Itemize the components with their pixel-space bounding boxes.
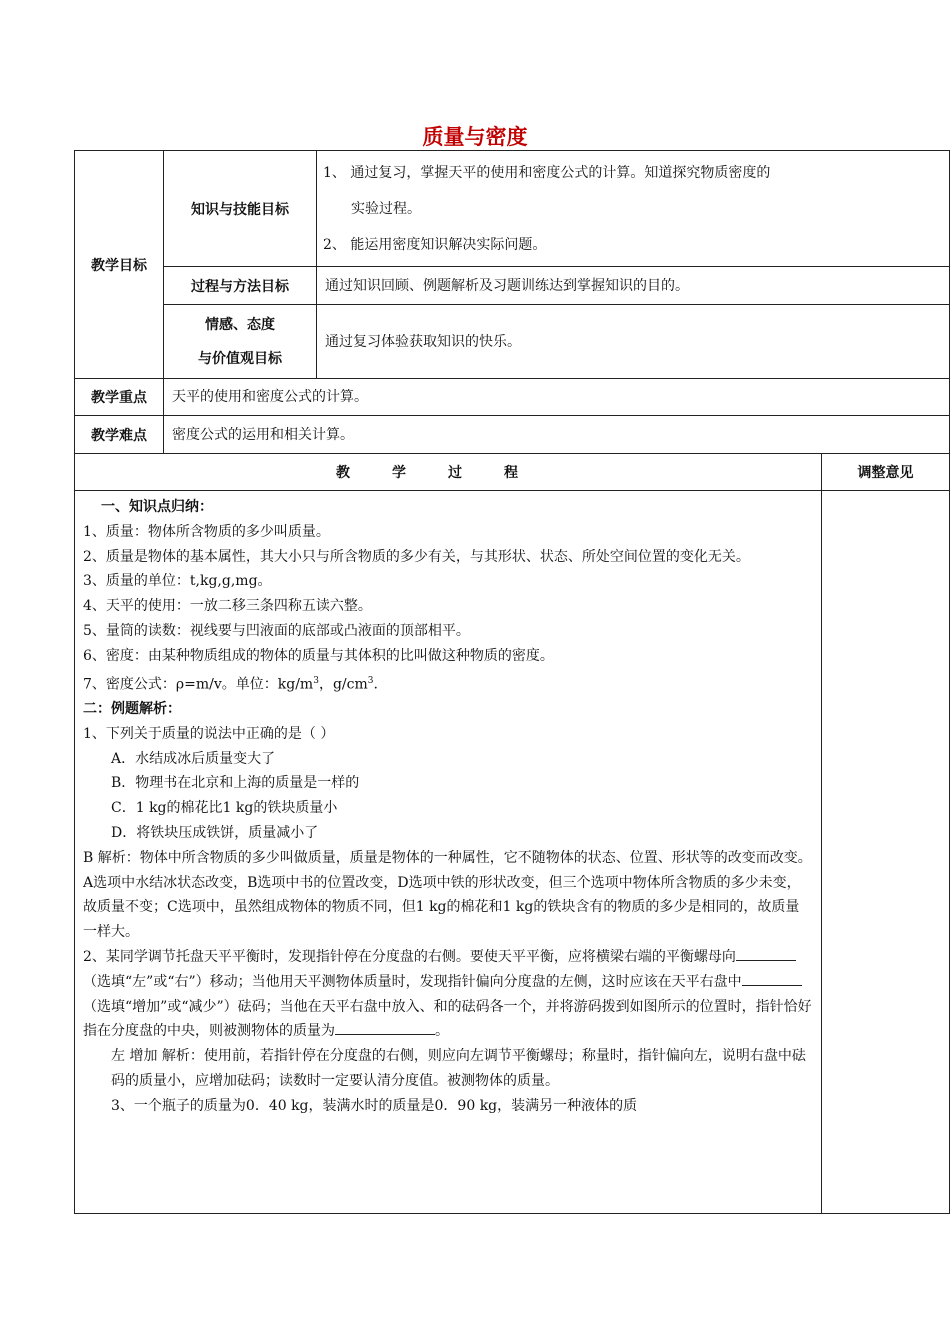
q2-blank-3 (335, 1020, 435, 1035)
unit-exponent-1: 3 (313, 675, 319, 686)
process-method-label: 过程与方法目标 (164, 267, 317, 305)
page-title: 质量与密度 (422, 125, 528, 149)
lesson-plan-table (74, 150, 950, 1214)
knowledge-point-2: 2、质量是物体的基本属性，其大小只与所含物质的多少有关，与其形状、状态、所处空间位置的变化无关。 (83, 548, 750, 565)
q1-answer: B 解析：物体中所含物质的多少叫做质量，质量是物体的一种属性，它不随物体的状态、位置、形状等的改变而改变。A选项中水结冰状态改变，B选项中书的位置改变，D选项中铁的形状改变，但三个选项中物体所含物质的多少未变，故质量不变；C选项中，虽然组成物体的物质不同，但1 kg的棉花和1 kg的铁块含有的物质的多少是相同的，故质量一样大。 (83, 849, 812, 941)
knowledge-point-5: 5、量筒的读数：视线要与凹液面的底部或凸液面的顶部相平。 (83, 622, 470, 639)
section1-heading: 一、知识点归纳： (101, 499, 213, 515)
q2-part1: 2、某同学调节托盘天平平衡时，发现指针停在分度盘的右侧。要使天平平衡，应将横梁右端的平衡螺母向 (83, 949, 736, 965)
q1-option-c: C．1 kg的棉花比1 kg的铁块质量小 (111, 800, 338, 817)
knowledge-point-6: 6、密度：由某种物质组成的物体的质量与其体积的比叫做这种物质的密度。 (83, 647, 554, 664)
unit-exponent-2: 3 (367, 675, 374, 686)
difficulty-label: 教学难点 (75, 416, 164, 454)
q2-question (83, 945, 813, 1044)
q2-part4: 。 (435, 1023, 449, 1040)
q2-part2: （选填“左”或“右”）移动；当他用天平测物体质量时，发现指针偏向分度盘的左侧，这时应该在天平右盘中 (83, 973, 742, 990)
knowledge-content (317, 151, 950, 267)
q2-blank-1 (736, 946, 796, 961)
knowledge-label: 知识与技能目标 (164, 151, 317, 267)
formula-end: . (373, 676, 378, 693)
emotion-label-line1: 情感、态度 (205, 316, 275, 333)
q1-stem: 1、下列关于质量的说法中正确的是（ ） (83, 725, 335, 742)
knowledge-item-2: 2、 能运用密度知识解决实际问题。 (323, 236, 547, 253)
emotion-text: 通过复习体验获取知识的快乐。 (317, 305, 950, 379)
q1-option-a: A．水结成冰后质量变大了 (111, 750, 276, 767)
section2-heading: 二：例题解析： (83, 701, 181, 718)
knowledge-point-1: 1、质量：物体所含物质的多少叫质量。 (83, 523, 330, 540)
focus-label: 教学重点 (75, 379, 164, 416)
knowledge-item-1: 1、 通过复习，掌握天平的使用和密度公式的计算。知道探究物质密度的 (323, 164, 771, 181)
q3-stem: 3、一个瓶子的质量为0．40 kg，装满水时的质量是0．90 kg，装满另一种液体的质 (111, 1097, 638, 1114)
q2-part3: （选填“增加”或“减少”）砝码；当他在天平右盘中放入、和的砝码各一个，并将游码拨到如图所示的位置时，指针恰好指在分度盘的中央，则被测物体的质量为 (83, 998, 812, 1040)
adjust-header: 调整意见 (822, 454, 950, 491)
knowledge-point-7 (83, 669, 813, 697)
emotion-label-line2: 与价值观目标 (198, 350, 282, 367)
density-unit-2: ，g/cm (318, 676, 368, 693)
knowledge-item-1-cont: 实验过程。 (351, 200, 421, 217)
objectives-label: 教学目标 (75, 151, 164, 379)
knowledge-point-3: 3、质量的单位：t,kg,g,mg。 (83, 573, 272, 590)
adjust-column (822, 491, 950, 1214)
q2-answer: 左 增加 解析：使用前，若指针停在分度盘的右侧，则应向左调节平衡螺母；称量时，指针偏向左，说明右盘中砝码的质量小，应增加砝码；读数时一定要认清分度值。被测物体的质量。 (111, 1048, 806, 1089)
process-body (75, 491, 822, 1214)
density-formula: 7、密度公式：ρ=m/v。单位：kg/m (83, 676, 314, 693)
focus-text: 天平的使用和密度公式的计算。 (164, 379, 950, 416)
knowledge-point-4: 4、天平的使用：一放二移三条四称五读六整。 (83, 598, 372, 615)
emotion-label (164, 305, 317, 379)
difficulty-text: 密度公式的运用和相关计算。 (164, 416, 950, 454)
q1-option-d: D．将铁块压成铁饼，质量减小了 (111, 825, 319, 842)
q2-blank-2 (742, 971, 802, 986)
q1-option-b: B．物理书在北京和上海的质量是一样的 (111, 775, 360, 792)
process-header: 教学过程 (75, 454, 822, 491)
process-method-text: 通过知识回顾、例题解析及习题训练达到掌握知识的目的。 (317, 267, 950, 305)
